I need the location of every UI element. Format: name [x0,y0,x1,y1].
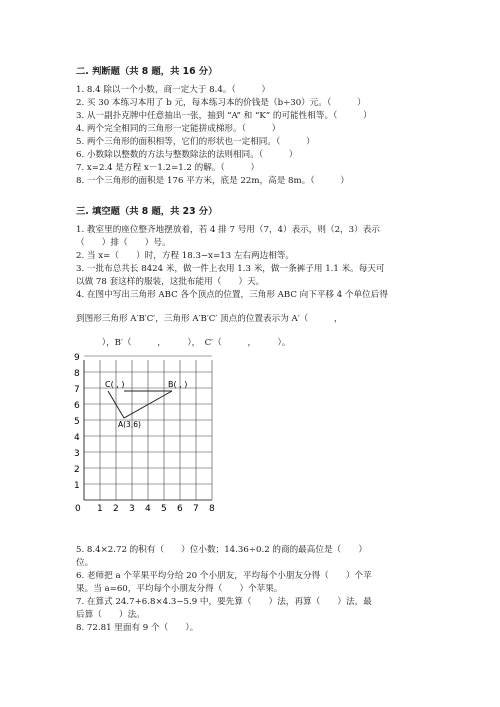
coordinate-grid [68,353,218,520]
x-tick-label: 8 [209,504,215,514]
x-tick-label: 4 [145,504,151,514]
y-tick-label: 3 [74,449,80,459]
judge-item-1: 1. 8.4 除以一个小数，商一定大于 8.4。（ ） [76,85,271,95]
x-tick-label: 3 [129,504,135,514]
fill-line-8: ），B′（ ， ）， C′（ ， ）。 [76,338,291,348]
fill-line-7: 到图形三角形 A′B′C′，三角形 A′B′C′ 顶点的位置表示为 A′（ ， [76,314,343,324]
y-tick-label: 8 [74,369,80,379]
fill-line-3: 2. 当 x=（ ）时，方程 18.3−x=13 左右两边相等。 [76,251,294,261]
fill-line-1: 1. 教室里的座位整齐地摆放着，若 4 排 7 号用（7，4）表示，则（2，3）表示 [76,225,380,235]
y-tick-label: 5 [74,417,80,427]
x-tick-label: 5 [161,504,167,514]
fill-line-6: 4. 在图中写出三角形 ABC 各个顶点的位置，三角形 ABC 向下平移 4 个单位后得 [76,290,388,300]
fill-line-12: 果。当 a=60，平均每个小朋友分得（ ）个苹果。 [76,584,283,594]
judge-item-8: 8. 一个三角形的面积是 176 平方米，底是 22m，高是 8m。（ ） [76,176,349,186]
section-3-title: 三. 填空题（共 8 题，共 23 分） [76,206,218,217]
fill-line-2: （ ）排（ ）号。 [76,238,171,248]
fill-line-4: 3. 一批布总共长 8424 米，做一件上衣用 1.3 米，做一条裤子用 1.1 米。每天可 [76,264,385,274]
fill-line-14: 后算（ ）法。 [76,610,145,620]
fill-line-5: 以做 78 套这样的服装，这批布能用（ ）天。 [76,277,265,287]
x-tick-label: 6 [177,504,183,514]
x-tick-label: 0 [75,504,81,514]
judge-item-5: 5. 两个三角形的面积相等，它们的形状也一定相同。（ ） [76,137,315,147]
y-tick-label: 6 [74,401,80,411]
grid-lines [84,356,212,500]
fill-line-11: 6. 老师把 a 个苹果平均分给 20 个小朋友，平均每个小朋友分得（ ）个苹 [76,571,372,581]
y-tick-label: 7 [74,385,80,395]
y-tick-label: 4 [74,433,80,443]
y-tick-label: 9 [74,353,80,363]
section-2-title: 二. 判断题（共 8 题，共 16 分） [76,66,218,77]
label-b: B( , ) [168,380,188,389]
fill-line-9: 5. 8.4×2.72 的积有（ ）位小数；14.36÷0.2 的商的最高位是（ ） [76,545,367,555]
judge-item-3: 3. 从一副扑克牌中任意抽出一张，抽到 “A” 和 “K” 的可能性相等。（ ） [76,111,372,121]
fill-line-15: 8. 72.81 里面有 9 个（ ）。 [76,623,199,633]
grid-svg [68,353,218,520]
label-c: C( , ) [105,380,125,389]
judge-item-4: 4. 两个完全相同的三角形一定能拼成梯形。（ ） [76,124,281,134]
x-tick-label: 2 [113,504,119,514]
x-tick-label: 7 [193,504,199,514]
judge-item-7: 7. x=2.4 是方程 x－1.2=1.2 的解。（ ） [76,163,260,173]
tick-labels [74,353,215,514]
y-tick-label: 2 [74,465,80,475]
fill-line-10: 位。 [76,558,94,568]
y-tick-label: 1 [74,481,80,491]
judge-item-6: 6. 小数除以整数的方法与整数除法的法则相同。（ ） [76,150,298,160]
triangle-edges [108,391,172,418]
judge-item-2: 2. 买 30 本练习本用了 b 元，每本练习本的价钱是（b÷30）元。（ ） [76,98,366,108]
fill-line-13: 7. 在算式 24.7+6.8×4.3−5.9 中，要先算（ ）法，再算（ ）法，最 [76,597,372,607]
x-tick-label: 1 [97,504,103,514]
label-a: A(3,6) [118,420,141,429]
